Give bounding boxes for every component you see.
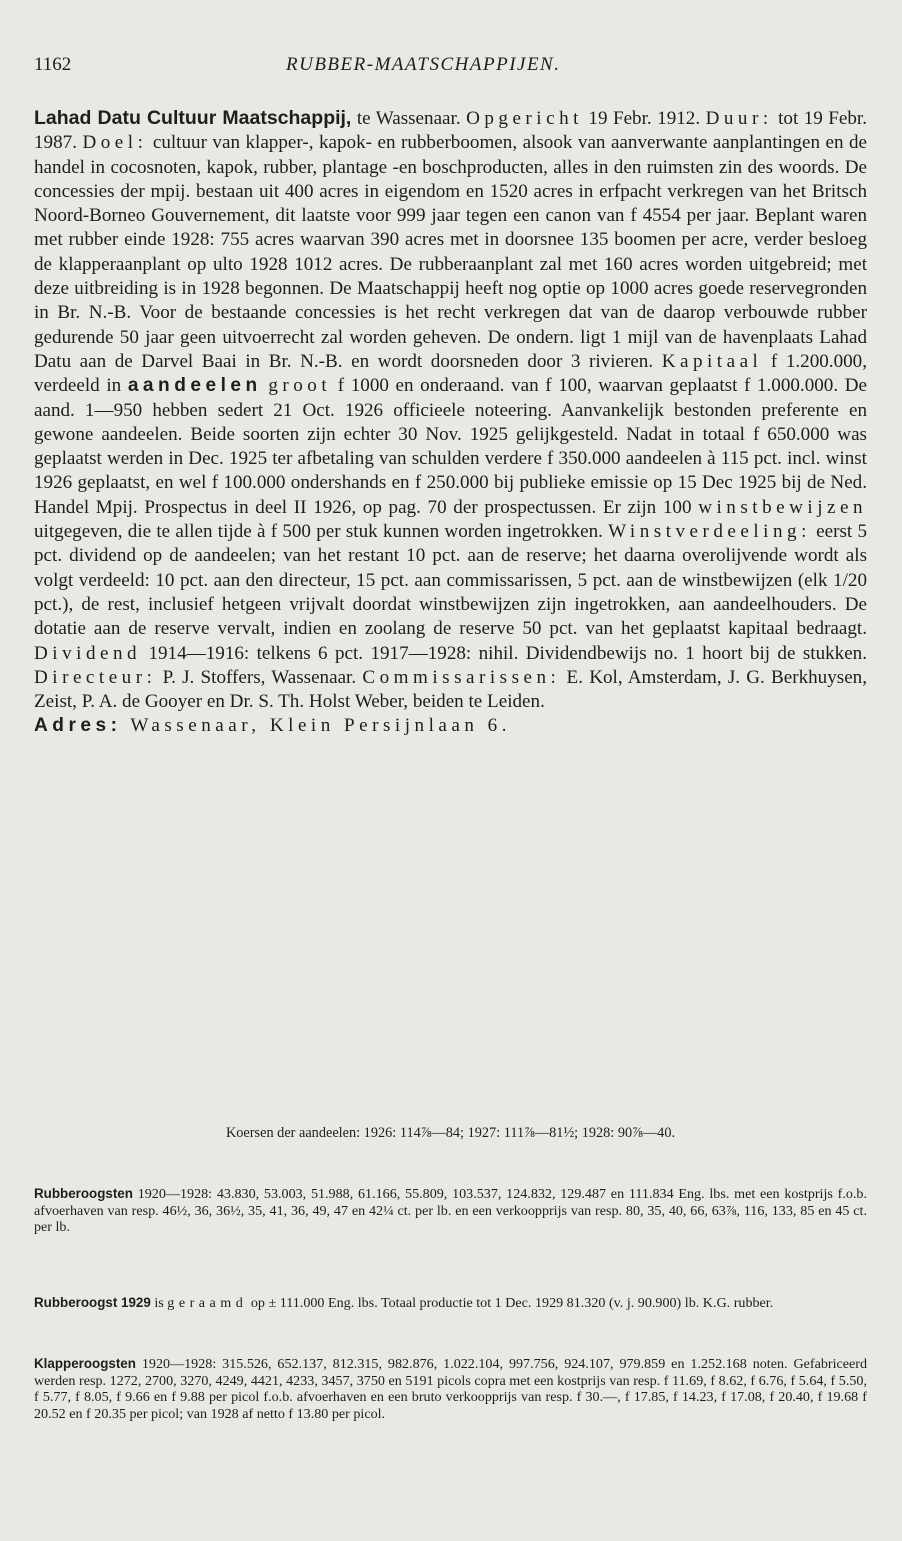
page-number: 1162 — [34, 54, 72, 75]
rubber-1929-heading: Rubberoogst 1929 — [34, 1295, 151, 1310]
entry-text-segment: 19 Febr. 1912. — [582, 108, 706, 129]
entry-text-segment: P. J. Stoffers, Wassenaar. — [156, 666, 363, 688]
entry-text-segment: cultuur van klapper-, kapok- en rubberboomen, alsook van aanverwante aanplantingen en de handel in cocosnoten, kapok, rubber, plantage -en boschproducten, alles in den ruimsten zin des woords. De concessies der mpij. bestaan uit 400 acres in eigendom en 1520 acres in erfpacht verkregen van het Britsch Noord-Borneo Gouvernement, dit laatste voor 999 jaar tegen een canon van f 4554 per jaar. Beplant waren met rubber einde 1928: 755 acres waarvan 390 acres met in doorsnee 135 boomen per acre, verder besloeg de klapperaanplant op ulto 1928 1012 acres. De rubberaanplant zal met 160 acres worden uitgebreid; met deze uitbreiding is in 1928 begonnen. De Maatschappij heeft nog optie op 1000 acres goede reservegronden in Br. N.-B. Voor de bestaande concessies is het recht verkregen dat van de daarop verbouwde rubber gedurende 50 jaar geen uitvoerrecht zal worden geheven. De ondern. ligt 1 mijl van de havenplaats Lahad Datu aan de Darvel Baai in Br. N.-B. en wordt doorsneden door 3 rivieren. — [34, 132, 868, 372]
rubber-1929-text: is — [150, 1295, 168, 1311]
section-label-doel: Doel: — [82, 132, 148, 154]
section-label-winstbewijzen: winstbewijzen — [698, 496, 867, 518]
section-label-opgericht: Opgericht — [466, 108, 583, 129]
section-label-dividend: Dividend — [34, 642, 142, 664]
entry-text-segment: uitgegeven, die te allen tijde à f 500 per stuk kunnen worden ingetrokken. — [34, 521, 609, 543]
company-name: Lahad Datu Cultuur Maatschappij, — [34, 107, 352, 129]
page-header — [34, 54, 870, 84]
address-value: Wassenaar, Klein Persijnlaan 6. — [121, 715, 511, 737]
address-label: Adres: — [34, 715, 122, 737]
section-label-winstverdeeling: Winstverdeeling: — [608, 521, 811, 543]
entry-text-segment: E. Kol, Amsterdam, J. G. Berkhuysen, Zeist, P. A. de Gooyer en Dr. S. Th. Holst Weber, beiden te Leiden. — [34, 666, 868, 713]
rubber-harvests-section — [34, 1186, 867, 1236]
section-label-duur: Duur: — [705, 108, 773, 129]
running-title: RUBBER-MAATSCHAPPIJEN. — [286, 54, 561, 75]
entry-text-segment: f 1.200.000, verdeeld in — [34, 350, 867, 397]
copra-text: 1920—1928: 315.526, 652.137, 812.315, 982.876, 1.022.104, 997.756, 924.107, 979.859 en 1.252.168 noten. Gefabriceerd werden resp. 1272, 2700, 3270, 4249, 4421, 4233, 3457, 3750 en 5191 picols copra met een kostprijs van resp. f 11.69, f 8.62, f 6.76, f 5.64, f 5.50, f 5.77, f 8.05, f 9.66 en f 9.88 per picol f.o.b. afvoerhaven en een bruto verkoopprijs van resp. f 30.—, f 17.85, f 14.23, f 17.08, f 20.40, f 19.68 f 20.52 en f 20.35 per picol; van 1928 af netto f 13.80 per picol. — [34, 1356, 867, 1422]
entry-paragraph — [34, 106, 867, 714]
address-line — [34, 714, 867, 738]
entry-text-segment: f 1000 en onderaand. van f 100, waarvan geplaatst f 1.000.000. De aand. 1—950 hebben sedert 21 Oct. 1926 officieele noteering. Aanvankelijk bestonden preferente en gewone aandeelen. Beide soorten zijn echter 30 Nov. 1925 gelijkgesteld. Nadat in totaal f 650.000 was geplaatst werden in Dec. 1925 ter afbetaling van schulden verdere f 350.000 aandeelen à 115 pct. incl. winst 1926 geplaatst, en wel f 100.000 ondershands en f 250.000 bij publieke emissie op 15 Dec 1925 bij de Ned. Handel Mpij. Prospectus in deel II 1926, op pag. 70 der prospectussen. Er zijn 100 — [34, 375, 867, 518]
entry-text-segment: tot 19 Febr. 1987. — [34, 108, 867, 154]
copra-heading: Klapperoogsten — [34, 1356, 136, 1371]
company-entry — [34, 106, 867, 739]
entry-text-segment: te Wassenaar. — [351, 108, 467, 129]
rubber-1929-section — [34, 1295, 867, 1312]
copra-section — [34, 1356, 867, 1422]
section-label-aandeelen: aandeelen — [127, 375, 262, 397]
section-label-kapitaal: Kapitaal — [661, 350, 763, 372]
rubber-harvests-paragraph — [34, 1186, 867, 1236]
rubber-harvests-heading: Rubberoogsten — [34, 1186, 133, 1201]
entry-text-segment: eerst 5 pct. dividend op de aandeelen; van het restant 10 pct. aan de reserve; het daarna overolijvende wordt als volgt verdeeld: 10 pct. aan den directeur, 15 pct. aan commissarissen, 5 pct. aan de winstbewijzen (elk — [34, 521, 867, 591]
rubber-1929-paragraph — [34, 1295, 867, 1312]
rubber-harvests-text: 1920—1928: 43.830, 53.003, 51.988, 61.166, 55.809, 103.537, 124.832, 129.487 en 111.834 Eng. lbs. met een kostprijs f.o.b. afvoerhaven van resp. 46½, 36, 36½, 35, 41, 36, 49, 47 en 42¼ ct. per lb. en een verkoopprijs van resp. 80, 35, 40, 66, 63⅞, 116, 133, 85 en 45 ct. per lb. — [34, 1186, 867, 1235]
rubber-1929-geraamd: geraamd — [167, 1295, 248, 1311]
share-prices-line: Koersen der aandeelen: 1926: 114⅞—84; 1927: 111⅞—81½; 1928: 90⅞—40. — [225, 1125, 676, 1141]
section-label-commissarissen: Commissarissen: — [362, 666, 561, 688]
copra-paragraph — [34, 1356, 867, 1422]
rubber-1929-text: op ± 111.000 Eng. lbs. Totaal productie tot 1 Dec. 1929 81.320 (v. j. 90.900) lb. K.G. rubber. — [247, 1295, 774, 1311]
fraction-one-twentieth: 1/20 — [833, 569, 867, 591]
entry-text-segment: 1914—1916: telkens 6 pct. 1917—1928: nihil. Dividendbewijs no. 1 hoort bij de stukken. — [141, 642, 867, 664]
section-label-groot: groot — [268, 375, 332, 397]
section-label-directeur: Directeur: — [34, 666, 157, 688]
entry-text-segment: pct.), de rest, inclusief hetgeen vrijvalt doordat winstbewijzen zijn ingetrokken, aan aandeelhouders. De dotatie aan de reserve vervalt, indien en zoolang de reserve 50 pct. van het geplaatst kapitaal bedraagt. — [34, 593, 867, 640]
